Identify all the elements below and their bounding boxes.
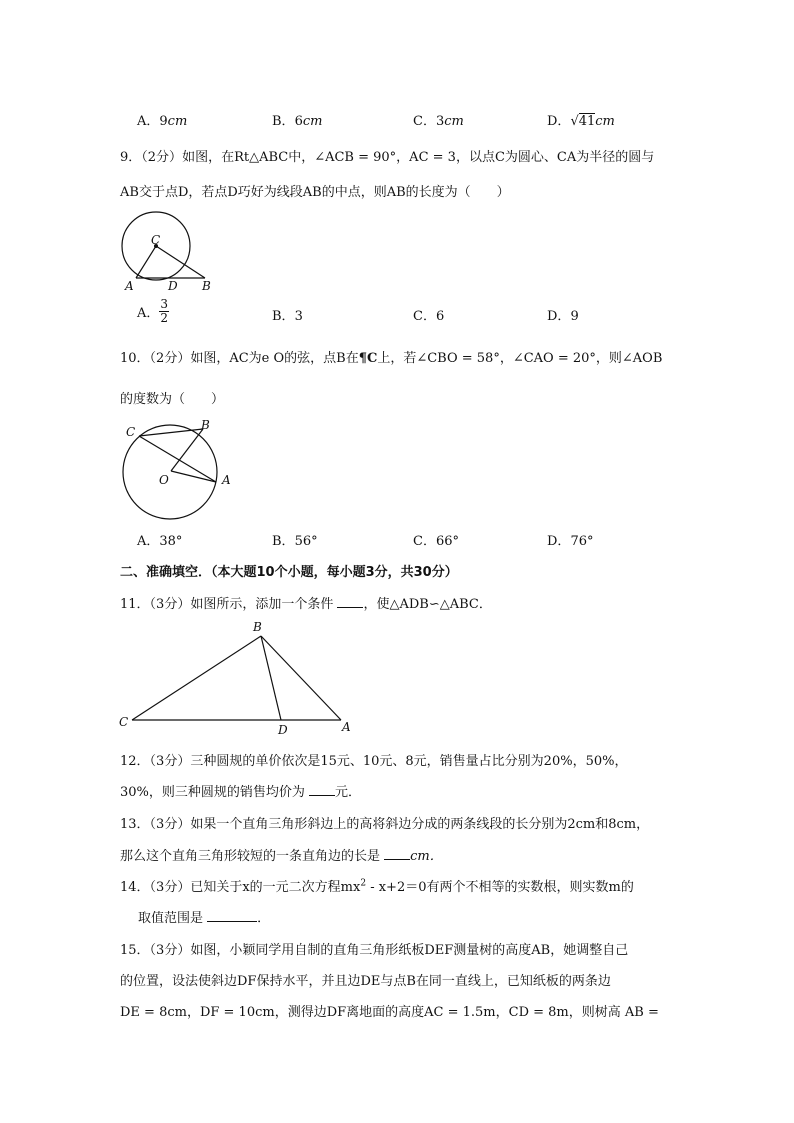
- q9-segment-cb: [156, 246, 205, 278]
- q10-option-b: B．56°: [272, 534, 318, 549]
- q10-circle: [123, 425, 217, 519]
- q9-segment-ca: [136, 246, 156, 278]
- q11-segment-ba: [261, 636, 341, 720]
- q10-option-d: D．76°: [547, 534, 594, 549]
- q10-label-b: B: [201, 418, 210, 432]
- q13-stem-line2: 那么这个直角三角形较短的一条直角边的长是 cm．: [120, 849, 443, 864]
- q15-stem-line1: 15．（3分）如图，小颖同学用自制的直角三角形纸板DEF测量树的高度AB，她调整自己: [120, 943, 629, 958]
- q12-answer-blank[interactable]: [309, 783, 335, 796]
- q8-option-d: D．√41cm: [547, 114, 615, 129]
- q8-option-b: B．6cm: [272, 114, 323, 129]
- section2-title: 二、准确填空．（本大题10个小题，每小题3分，共30分）: [120, 565, 458, 580]
- q10-arc-glyph: ¶C: [358, 351, 378, 366]
- q11-segment-bd: [261, 636, 281, 720]
- q9-option-a: A． $\frac{3}{2}$: [137, 297, 169, 325]
- q10-option-a: A．38°: [137, 534, 183, 549]
- q10-label-a: A: [222, 473, 231, 487]
- q14-answer-blank[interactable]: [207, 909, 257, 922]
- q9-stem-line2: AB交于点D，若点D巧好为线段AB的中点，则AB的长度为（ ）: [120, 185, 510, 200]
- q13-stem-line1: 13．（3分）如果一个直角三角形斜边上的高将斜边分成的两条线段的长分别为2cm和8cm，: [120, 817, 650, 832]
- q9-label-a: A: [125, 279, 134, 293]
- q12-stem-line2: 30%，则三种圆规的销售均价为 元．: [120, 785, 362, 800]
- q10-segment-ca: [139, 436, 216, 482]
- q10-label-c: C: [126, 425, 136, 439]
- q10-figure: [115, 415, 240, 525]
- q10-stem-line1: 10．（2分）如图，AC为e O的弦，点B在¶C上，若∠CBO = 58°，∠CAO = 20°，则∠AOB: [120, 351, 663, 366]
- q9-option-b: B．3: [272, 309, 303, 324]
- q9-option-c: C．6: [413, 309, 445, 324]
- q11-answer-blank[interactable]: [337, 595, 363, 608]
- q9-label-c: C: [151, 233, 161, 247]
- q15-stem-line3: DE = 8cm，DF = 10cm，测得边DF离地面的高度AC = 1.5m，CD = 8m，则树高 AB =: [120, 1005, 659, 1020]
- q11-figure: [115, 618, 360, 738]
- q10-segment-oa: [171, 471, 216, 482]
- q10-option-c: C．66°: [413, 534, 459, 549]
- q10-label-o: O: [159, 473, 169, 487]
- q9-option-d: D．9: [547, 309, 579, 324]
- q9-figure: [115, 208, 225, 294]
- q14-stem-line1: 14．（3分）已知关于x的一元二次方程$mx^2 - x+2=0$有两个不相等的实数根，则实数m的: [120, 878, 634, 895]
- q12-stem-line1: 12．（3分）三种圆规的单价依次是15元、10元、8元，销售量占比分别为20%，50%，: [120, 754, 628, 769]
- q11-stem: 11．（3分）如图所示，添加一个条件 ，使△ADB∽△ABC．: [120, 597, 492, 612]
- q11-segment-cb: [132, 636, 261, 720]
- q13-answer-blank[interactable]: [384, 847, 410, 860]
- q9-label-b: B: [202, 279, 211, 293]
- q15-stem-line2: 的位置，设法使斜边DF保持水平，并且边DE与点B在同一直线上，已知纸板的两条边: [120, 974, 611, 989]
- q9-label-d: D: [168, 279, 178, 293]
- q14-stem-line2: 取值范围是 ．: [138, 911, 271, 926]
- q8-option-c: C．3cm: [413, 114, 464, 129]
- q11-label-b: B: [253, 620, 262, 634]
- q11-label-d: D: [278, 723, 288, 737]
- q10-stem-line2: 的度数为（ ）: [120, 392, 225, 407]
- q11-label-a: A: [342, 720, 351, 734]
- q9-stem-line1: 9．（2分）如图，在Rt△ABC中，∠ACB = 90°，AC = 3，以点C为圆心、CA为半径的圆与: [120, 150, 655, 165]
- q8-option-a: A．9cm: [137, 114, 188, 129]
- q11-label-c: C: [119, 715, 129, 729]
